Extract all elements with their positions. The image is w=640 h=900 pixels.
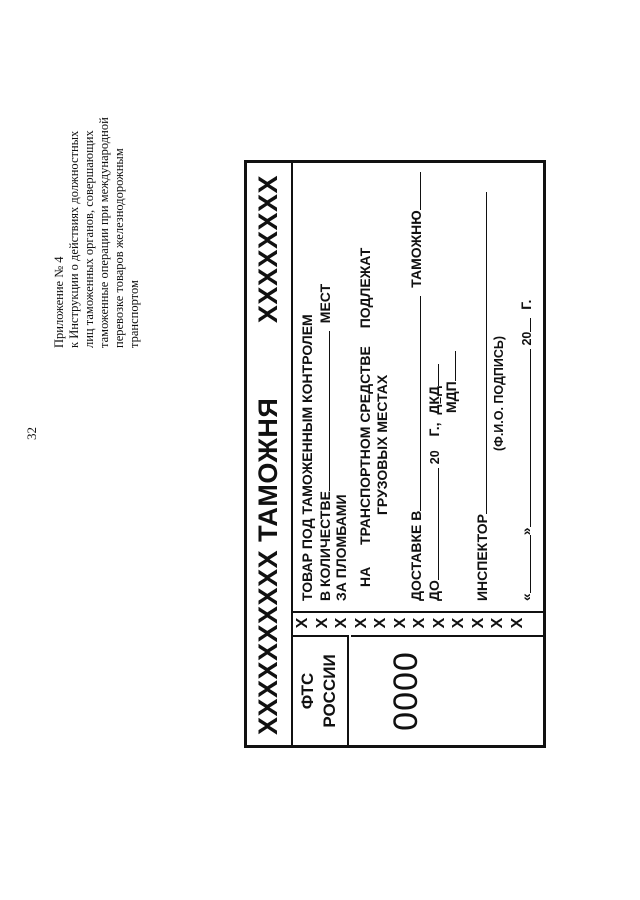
fts-line: ФТС (298, 672, 317, 710)
appendix-line: лиц таможенных органов, совершающих (82, 130, 96, 348)
mdp-blank (442, 351, 456, 381)
close-quote: » (518, 527, 534, 536)
stamp-line (357, 248, 374, 601)
year-prefix: 20 (520, 331, 534, 346)
stamp-line (473, 192, 491, 601)
stamp-line (374, 375, 391, 515)
x-mark: X (411, 617, 428, 629)
delivery-label: ДОСТАВКЕ В (408, 510, 424, 601)
x-mark: X (352, 617, 370, 629)
destination-blank (407, 296, 421, 511)
dkd-label: ДКД (426, 386, 442, 415)
seals-label: ЗА ПЛОМБАМИ (333, 494, 349, 601)
stamp-line (316, 284, 334, 601)
x-mark: X (391, 617, 409, 629)
date-blank (425, 468, 439, 580)
appendix-line: Приложение № 4 (52, 256, 66, 348)
stamp-line (517, 300, 536, 601)
month-blank (517, 349, 531, 527)
fts-line: РОССИИ (320, 654, 339, 728)
stamp-line (491, 336, 508, 451)
customs-house-blank (407, 172, 421, 210)
quantity-label: В КОЛИЧЕСТВЕ (317, 491, 333, 601)
stamp-line (333, 494, 350, 601)
x-mark: X (313, 617, 331, 629)
x-marks-column (291, 611, 543, 633)
inspector-label: ИНСПЕКТОР (474, 513, 490, 601)
year-prefix: 20 (428, 450, 442, 465)
stamp-line (442, 351, 460, 413)
x-mark: X (469, 617, 487, 629)
dkd-blank (425, 364, 439, 386)
year-blank (517, 318, 531, 332)
quantity-blank (316, 331, 330, 491)
inspector-blank (473, 192, 487, 514)
customs-stamp (244, 160, 546, 748)
year-suffix: Г., (426, 422, 442, 437)
x-mark: X (430, 617, 448, 629)
subject-label: ПОДЛЕЖАТ (357, 247, 373, 329)
customs-office-name: XXXXXXXXXX ТАМОЖНЯ (253, 397, 283, 735)
signature-caption: (Ф.И.О. ПОДПИСЬ) (492, 335, 506, 451)
page-number: 32 (24, 427, 39, 440)
goods-under-control-text: ТОВАР ПОД ТАМОЖЕННЫМ КОНТРОЛЕМ (299, 314, 315, 601)
x-mark: X (333, 617, 350, 629)
on-label: НА (357, 566, 373, 587)
stamp-header (247, 163, 293, 745)
stamp-text (295, 167, 543, 601)
x-mark: X (508, 617, 526, 629)
mdp-label: МДП (443, 381, 459, 413)
vehicle-label: ТРАНСПОРТНОМ СРЕДСТВЕ (357, 346, 373, 545)
stamp-line (299, 314, 316, 601)
year-suffix: Г. (518, 299, 534, 310)
appendix-line: таможенные операции при международной (97, 117, 111, 348)
until-label: ДО (426, 580, 442, 601)
day-blank (517, 535, 531, 593)
fts-label (291, 635, 349, 745)
customs-house-label: ТАМОЖНЮ (408, 210, 424, 288)
x-mark: X (294, 617, 311, 629)
appendix-note (52, 48, 142, 348)
customs-office-code: XXXXXXXX (253, 175, 283, 324)
x-mark: X (489, 617, 506, 629)
places-label: МЕСТ (317, 283, 333, 324)
x-mark: X (450, 617, 467, 629)
x-mark: X (372, 617, 389, 629)
open-quote: « (518, 593, 534, 601)
stamp-number: 0000 (351, 635, 543, 745)
appendix-line: транспортом (127, 280, 141, 348)
stamp-line (407, 172, 425, 601)
appendix-line: к Инструкции о действиях должностных (67, 130, 81, 348)
cargo-places-label: ГРУЗОВЫХ МЕСТАХ (374, 374, 390, 515)
appendix-line: перевозке товаров железнодорожным (112, 148, 126, 348)
stamp-frame (244, 160, 546, 748)
